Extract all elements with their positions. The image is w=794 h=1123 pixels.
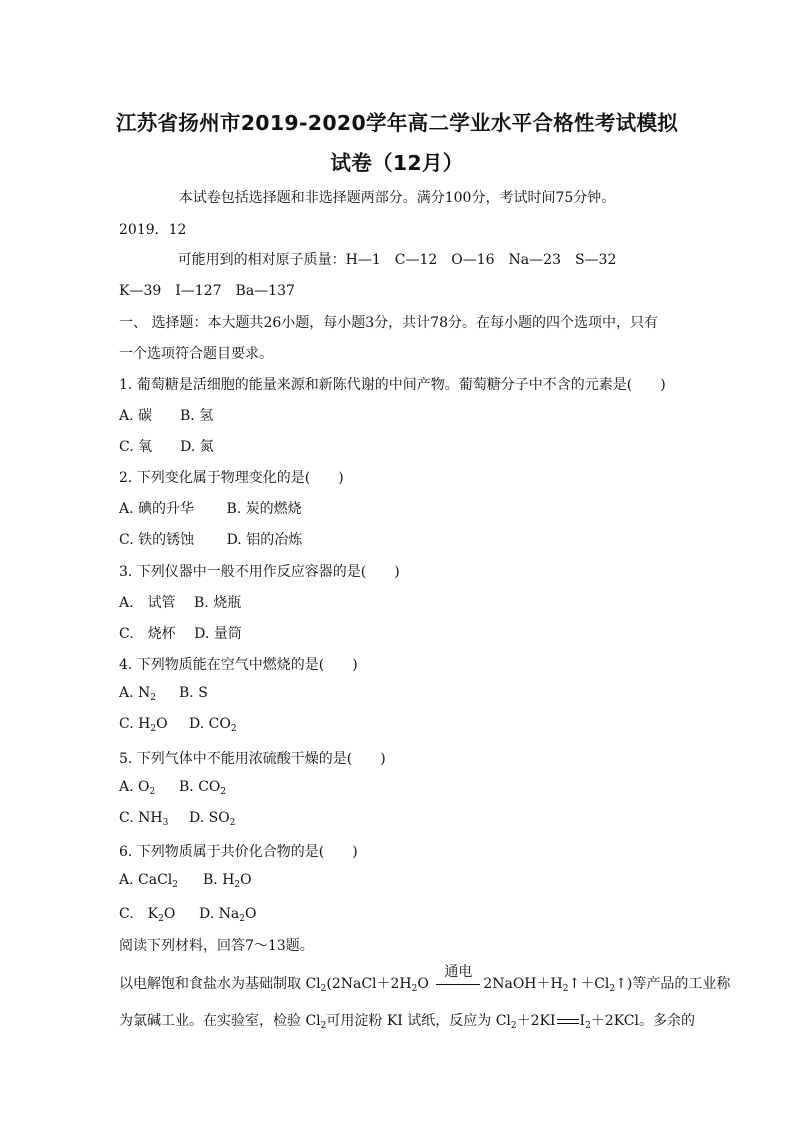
equals-sign	[557, 1019, 579, 1024]
question-6-stem: 6. 下列物质属于共价化合物的是( )	[119, 844, 358, 860]
option-c: C. $H_2O$	[119, 716, 168, 734]
question-1-options-ab: A. 碳 B. 氢	[119, 408, 214, 424]
option-b: B. S	[179, 685, 208, 701]
electrolysis-arrow	[433, 964, 483, 992]
question-1-options-cd: C. 氧 D. 氮	[119, 439, 214, 455]
question-3-stem: 3. 下列仪器中一般不用作反应容器的是( )	[119, 564, 400, 580]
option-b: B. $H_2O$	[203, 872, 252, 890]
question-6-options-cd	[119, 903, 256, 923]
question-2-stem: 2. 下列变化属于物理变化的是( )	[119, 470, 344, 486]
section-heading-line1: 一、 选择题：本大题共26小题，每小题3分，共计78分。在每小题的四个选项中，只有	[119, 315, 658, 331]
question-2-options-cd: C. 铁的锈蚀 D. 铝的冶炼	[119, 532, 303, 548]
exam-date: 2019．12	[119, 222, 187, 238]
option-a: A. $O_2$	[119, 779, 156, 797]
atomic-mass-line2: K—39 I—127 Ba—137	[119, 283, 295, 299]
option-d: D. $CO_2$	[189, 716, 237, 734]
option-d: D. $SO_2$	[189, 810, 236, 828]
question-1-stem: 1. 葡萄糖是活细胞的能量来源和新陈代谢的中间产物。葡萄糖分子中不含的元素是( )	[119, 377, 666, 393]
option-b: B. $CO_2$	[179, 779, 227, 797]
atomic-mass-line1: 可能用到的相对原子质量：H—1 C—12 O—16 Na—23 S—32	[177, 252, 617, 268]
section-heading-line2: 一个选项符合题目要求。	[119, 346, 273, 362]
question-5-options-cd	[119, 810, 235, 826]
option-a: A. CaCl$_2$	[119, 872, 178, 890]
question-4-options-cd	[119, 716, 237, 732]
passage-line2: 为氯碱工业。在实验室，检验 $Cl_2$可用淀粉 KI 试纸，反应为 $Cl_2+2KI$ $I_2+2KCl$。多余的	[119, 1013, 695, 1031]
question-6-options-ab	[119, 872, 252, 888]
reading-instruction: 阅读下列材料，回答7～13题。	[119, 938, 314, 954]
exam-title-line2: 试卷（12月）	[330, 151, 464, 175]
question-5-stem: 5. 下列气体中不能用浓硫酸干燥的是( )	[119, 751, 386, 767]
passage-line1: 以电解饱和食盐水为基础制取 $Cl_2(2NaCl+2H_2O$ 通电 $2NaOH+H_2↑+Cl_2↑$)等产品的工业称	[119, 973, 730, 993]
question-5-options-ab	[119, 779, 226, 795]
question-2-options-ab: A. 碘的升华 B. 炭的燃烧	[119, 501, 302, 517]
option-c: C. $NH_3$	[119, 810, 169, 828]
question-4-stem: 4. 下列物质能在空气中燃烧的是( )	[119, 657, 358, 673]
question-3-options-cd: C. 烧杯 D. 量筒	[119, 626, 242, 642]
question-3-options-ab: A. 试管 B. 烧瓶	[119, 595, 242, 611]
reaction-condition: 通电	[444, 964, 473, 980]
option-d: D. $Na_2O$	[199, 906, 257, 924]
intro-text: 本试卷包括选择题和非选择题两部分。满分100分，考试时间75分钟。	[178, 190, 616, 206]
question-4-options-ab	[119, 685, 208, 701]
option-c: C. $K_2O$	[119, 906, 176, 924]
option-a: A. $N_2$	[119, 685, 156, 703]
exam-title-line1: 江苏省扬州市2019-2020学年高二学业水平合格性考试模拟	[115, 111, 679, 135]
